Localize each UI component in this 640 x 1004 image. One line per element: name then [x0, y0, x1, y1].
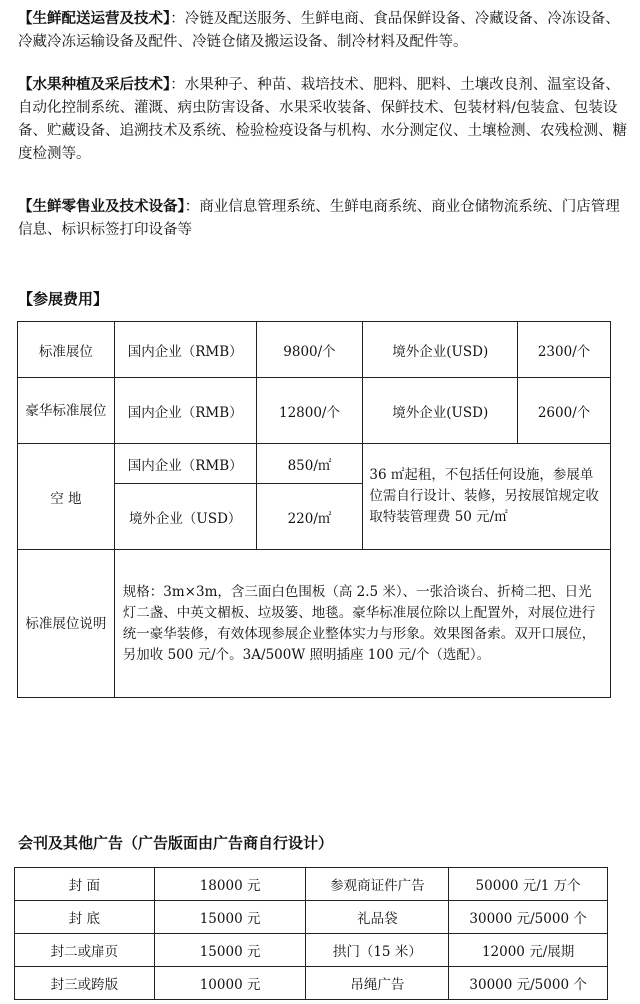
table-row	[18, 550, 611, 698]
table-row	[15, 934, 608, 967]
category-text: ：水果种子、种苗、栽培技术、肥料、肥料、土壤改良剂、温室设备、自动化控制系统、灌溉、病虫防害设备、水果采收装备、保鲜技术、包装材料/包装盒、包装设备、贮藏设备、追溯技术及系统、检验检疫设备与机构、水分测定仪、土壤检测、农残检测、糖度检测等。	[18, 77, 627, 162]
ad-price: 15000 元	[154, 934, 306, 967]
table-row	[18, 322, 611, 378]
ads-table	[14, 867, 608, 1000]
table-row	[15, 967, 608, 1000]
table-row	[15, 868, 608, 901]
category-label: 【生鲜配送运营及技术】	[18, 11, 171, 27]
ad-item: 封二或扉页	[15, 934, 155, 967]
domestic-price: 12800/个	[256, 378, 363, 444]
domestic-label: 国内企业（RMB）	[114, 322, 256, 378]
ads-heading: 会刊及其他广告（广告版面由广告商自行设计）	[18, 834, 334, 852]
space-note: 36 ㎡起租，不包括任何设施，参展单位需自行设计、装修，另按展馆规定收取特装管理费 50 元/㎡	[363, 444, 611, 550]
ad-price: 10000 元	[154, 967, 306, 1000]
ad-price: 18000 元	[154, 868, 306, 901]
table-row	[18, 378, 611, 444]
foreign-price: 2300/个	[518, 322, 611, 378]
foreign-label: 境外企业（USD）	[114, 484, 256, 550]
ad-item: 参观商证件广告	[306, 868, 449, 901]
intro-paragraph-fruit-planting	[18, 74, 628, 166]
ad-price: 50000 元/1 万个	[449, 868, 608, 901]
foreign-label: 境外企业(USD)	[363, 322, 518, 378]
row-label: 豪华标准展位	[18, 378, 115, 444]
ad-item: 吊绳广告	[306, 967, 449, 1000]
ad-price: 30000 元/5000 个	[449, 967, 608, 1000]
foreign-price: 2600/个	[518, 378, 611, 444]
table-row	[18, 444, 611, 484]
foreign-price: 220/㎡	[256, 484, 363, 550]
domestic-label: 国内企业（RMB）	[114, 444, 256, 484]
domestic-price: 850/㎡	[256, 444, 363, 484]
domestic-label: 国内企业（RMB）	[114, 378, 256, 444]
ad-item: 封三或跨版	[15, 967, 155, 1000]
ad-price: 12000 元/展期	[449, 934, 608, 967]
row-label: 标准展位	[18, 322, 115, 378]
ad-item: 礼品袋	[306, 901, 449, 934]
ad-item: 拱门（15 米）	[306, 934, 449, 967]
row-label: 空 地	[18, 444, 115, 550]
row-label: 标准展位说明	[18, 550, 115, 698]
fees-heading: 【参展费用】	[18, 290, 109, 308]
category-label: 【生鲜零售业及技术设备】	[18, 199, 185, 215]
domestic-price: 9800/个	[256, 322, 363, 378]
ad-item: 封 面	[15, 868, 155, 901]
intro-paragraph-cold-chain	[18, 8, 628, 54]
ad-price: 30000 元/5000 个	[449, 901, 608, 934]
table-row	[15, 901, 608, 934]
foreign-label: 境外企业(USD)	[363, 378, 518, 444]
booth-description: 规格：3m×3m，含三面白色围板（高 2.5 米）、一张洽谈台、折椅二把、日光灯二盏、中英文楣板、垃圾篓、地毯。豪华标准展位除以上配置外，对展位进行统一豪华装修，有效体现参展企业整体实力与形象。效果图备索。双开口展位，另加收 500 元/个。3A/500W 照明插座 100 元/个（选配）。	[114, 550, 610, 698]
ad-price: 15000 元	[154, 901, 306, 934]
ad-item: 封 底	[15, 901, 155, 934]
category-label: 【水果种植及采后技术】	[18, 77, 171, 93]
category-text: ：冷链及配送服务、生鲜电商、食品保鲜设备、冷藏设备、冷冻设备、冷藏冷冻运输设备及配件、冷链仓储及搬运设备、制冷材料及配件等。	[18, 11, 620, 50]
fees-table	[17, 321, 611, 698]
intro-paragraph-retail	[18, 196, 628, 242]
category-text: ：商业信息管理系统、生鲜电商系统、商业仓储物流系统、门店管理信息、标识标签打印设备等	[18, 199, 620, 238]
